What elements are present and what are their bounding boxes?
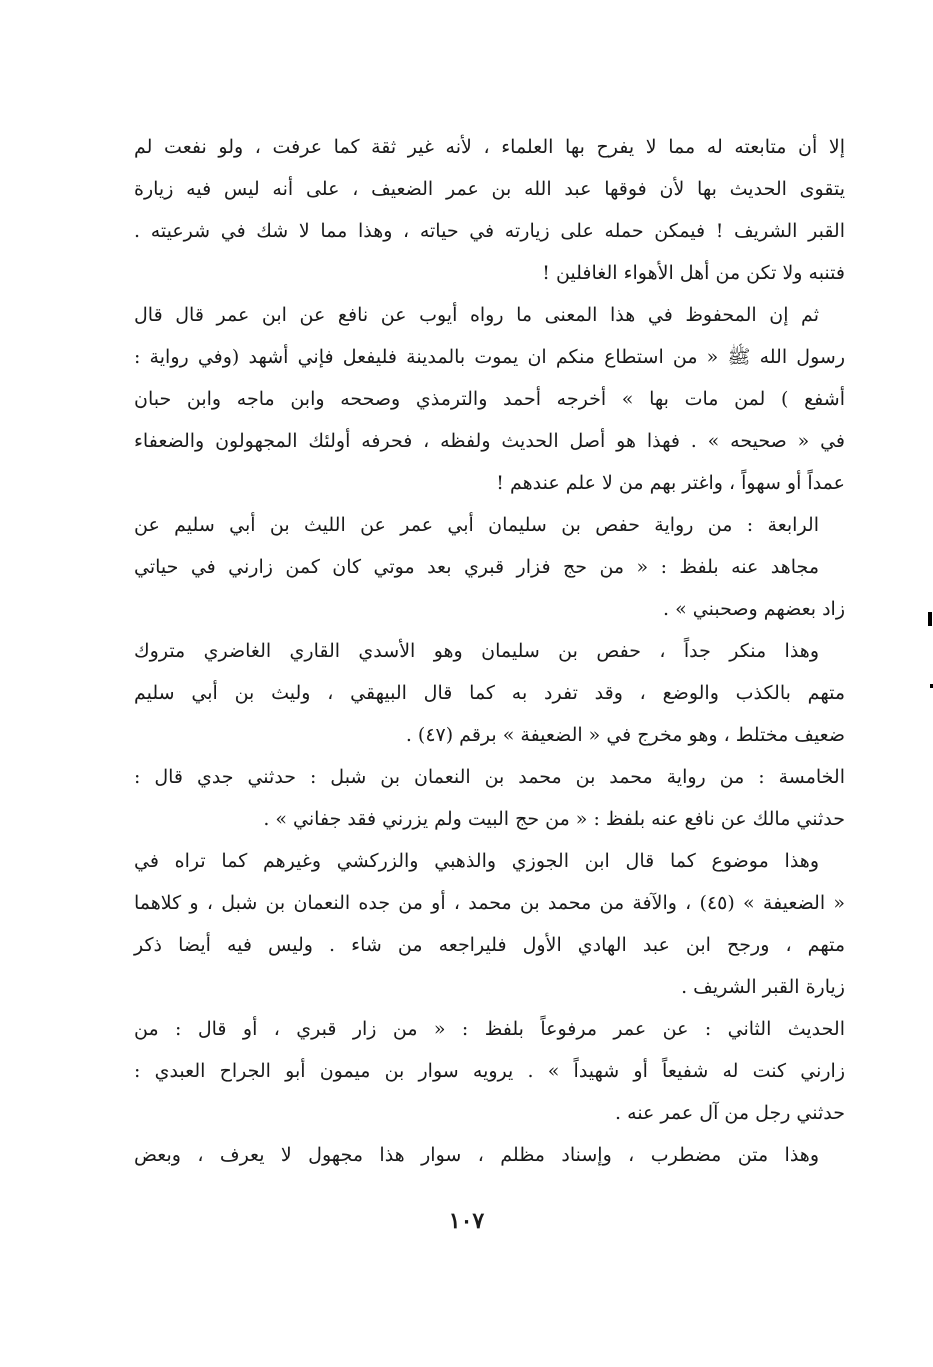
paragraph xyxy=(134,756,845,840)
text-line: رسول الله ﷺ « من استطاع منكم ان يموت بالمدينة فليفعل فإني أشهد (وفي رواية : xyxy=(134,346,845,368)
text-line: زيارة القبر الشريف . xyxy=(681,976,845,998)
text-line: زارني كنت له شفيعاً أو شهيداً » . يرويه سوار بن ميمون أبو الجراح العبدي : xyxy=(134,1060,845,1082)
text-line: ثم إن المحفوظ في هذا المعنى ما رواه أيوب عن نافع عن ابن عمر قال قال xyxy=(134,304,819,326)
text-line: « الضعيفة » (٤٥) ، والآفة من محمد بن محمد ، أو من جده النعمان بن شبل ، و كلاهما xyxy=(134,892,845,914)
text-line: وهذا متن مضطرب ، وإسناد مظلم ، سوار هذا مجهول لا يعرف ، وبعض xyxy=(134,1144,819,1166)
text-line: في « صحيحه » . فهذا هو أصل الحديث ولفظه ، فحرفه أولئك المجهولون والضعفاء xyxy=(134,430,845,452)
text-line: حدثني رجل من آل عمر عنه . xyxy=(615,1102,845,1124)
paragraph xyxy=(134,630,845,756)
page-number: ١٠٧ xyxy=(448,1208,485,1234)
paragraph xyxy=(134,504,845,630)
text-line: ضعيف مختلط ، وهو مخرج في « الضعيفة » برقم (٤٧) . xyxy=(405,724,845,746)
text-line: فتنبه ولا تكن من أهل الأهواء الغافلين ! xyxy=(542,262,845,284)
text-line: الحديث الثاني : عن عمر مرفوعاً بلفظ : « من زار قبري ، أو قال : من xyxy=(134,1018,845,1040)
text-line: يتقوى الحديث بها لأن فوقها عبد الله بن عمر الضعيف ، على أنه ليس فيه زيارة xyxy=(134,178,845,200)
text-line: إلا أن متابعته له مما لا يفرح بها العلماء ، لأنه غير ثقة كما عرفت ، ولو نفعت لم xyxy=(134,136,845,158)
text-line: الخامسة : من رواية محمد بن محمد بن النعمان بن شبل : حدثني جدي قال : xyxy=(134,766,845,788)
paragraph xyxy=(134,1008,845,1134)
text-line: أشفع ) لمن مات بها » أخرجه أحمد والترمذي وصححه وابن ماجه وابن حبان xyxy=(134,388,845,410)
text-line: القبر الشريف ! فيمكن حمله على زيارته في حياته ، وهذا مما لا شك في شرعيته . xyxy=(134,220,845,242)
text-line: متهم ، ورجح ابن عبد الهادي الأول فليراجعه من شاء . وليس فيه أيضا ذكر xyxy=(134,934,845,956)
paragraph xyxy=(134,294,845,504)
text-line: وهذا موضوع كما قال ابن الجوزي والذهبي والزركشي وغيرهم كما تراه في xyxy=(134,850,819,872)
text-line: وهذا منكر جداً ، حفص بن سليمان وهو الأسدي القاري الغاضري متروك xyxy=(134,640,819,662)
body-text xyxy=(134,126,845,1176)
text-line: حدثني مالك عن نافع عنه بلفظ : « من حج البيت ولم يزرني فقد جفاني » . xyxy=(263,808,845,830)
paragraph xyxy=(134,1134,845,1176)
scan-speck xyxy=(928,612,932,626)
text-line: عمداً أو سهواً ، واغتر بهم من لا علم عندهم ! xyxy=(496,472,845,494)
text-line: متهم بالكذب والوضع ، وقد تفرد به كما قال البيهقي ، وليث بن أبي سليم xyxy=(134,682,845,704)
text-line: زاد بعضهم وصحبني » . xyxy=(663,598,845,620)
paragraph xyxy=(134,126,845,294)
paragraph xyxy=(134,840,845,1008)
text-line: مجاهد عنه بلفظ : « من حج فزار قبري بعد موتي كان كمن زارني في حياتي xyxy=(134,556,819,578)
text-line: الرابعة : من رواية حفص بن سليمان أبي عمر عن الليث بن أبي سليم عن xyxy=(134,514,819,536)
